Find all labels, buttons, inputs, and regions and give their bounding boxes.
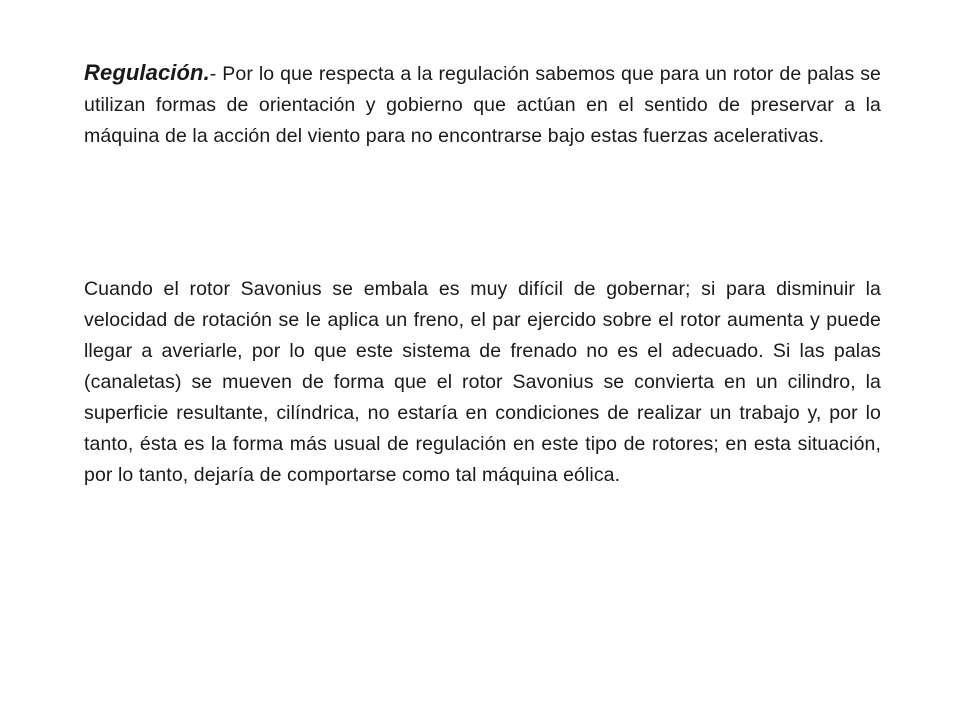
paragraph-heading: Regulación. — [84, 60, 210, 85]
paragraph-body: - Por lo que respecta a la regulación sabemos que para un rotor de palas se utilizan formas de orientación y gobierno que actúan en el sentido de preservar a la máquina de la acción del viento para no encontrarse bajo estas fuerzas acelerativas. — [84, 63, 881, 147]
savonius-paragraph — [84, 274, 881, 491]
paragraph-body: Cuando el rotor Savonius se embala es muy difícil de gobernar; si para disminuir la velocidad de rotación se le aplica un freno, el par ejercido sobre el rotor aumenta y puede llegar a averiarle, por lo que este sistema de frenado no es el adecuado. Si las palas (canaletas) se mueven de forma que el rotor Savonius se convierta en un cilindro, la superficie resultante, cilíndrica, no estaría en condiciones de realizar un trabajo y, por lo tanto, ésta es la forma más usual de regulación en este tipo de rotores; en esta situación, por lo tanto, dejaría de comportarse como tal máquina eólica. — [84, 278, 881, 486]
regulation-paragraph — [84, 57, 881, 152]
